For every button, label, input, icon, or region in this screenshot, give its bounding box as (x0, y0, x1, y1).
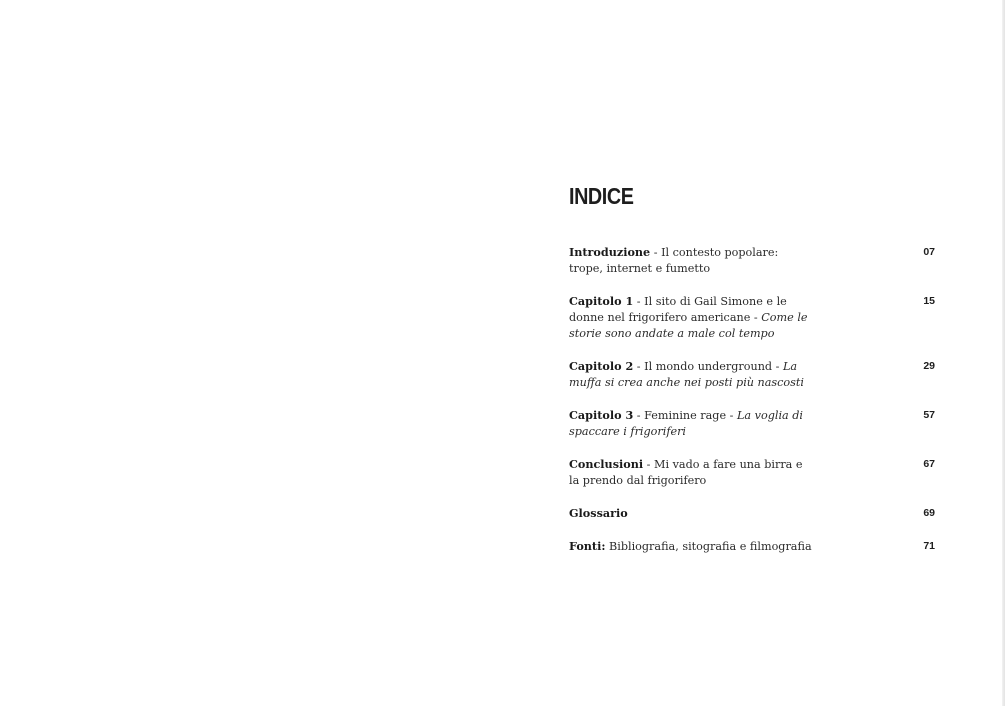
toc-entry-separator: - (633, 360, 645, 373)
toc-entry-separator: - (650, 246, 662, 259)
toc-entry-subtitle: Come le storie sono andate a male col tempo (569, 311, 808, 340)
toc-entry-text (569, 244, 815, 277)
toc-entry-text (569, 456, 815, 489)
toc-entry-separator: - (633, 295, 645, 308)
toc-entry-text (569, 293, 815, 342)
toc-entry-page-number: 29 (923, 360, 935, 372)
toc-entry (569, 293, 935, 342)
toc-entry-label: Fonti: (569, 539, 606, 553)
toc-entry-subtitle: La muffa si crea anche nei posti più nascosti (569, 360, 804, 389)
toc-entry-separator: - (643, 458, 654, 471)
toc-entry-page-number: 15 (923, 295, 935, 307)
toc-entry-text (569, 407, 815, 440)
toc-entry-label: Capitolo 3 (569, 408, 634, 422)
toc-entry-separator: - (633, 409, 645, 422)
toc-entry (569, 358, 935, 391)
toc-entry-label: Capitolo 1 (569, 294, 634, 308)
toc-entry-description: Il sito di Gail Simone e le donne nel frigorifero americane (569, 295, 787, 324)
toc-entry-description: Il contesto popolare: trope, internet e fumetto (569, 246, 779, 275)
toc-entry-page-number: 71 (923, 540, 935, 552)
toc-entry-label: Capitolo 2 (569, 359, 634, 373)
toc-entry-description: Il mondo underground (644, 360, 773, 373)
toc-entry (569, 456, 935, 489)
toc-entry-label: Conclusioni (569, 457, 644, 471)
toc-entry-page-number: 07 (923, 246, 935, 258)
toc-entry-description: Mi vado a fare una birra e la prendo dal frigorifero (569, 458, 803, 487)
page-title: INDICE (569, 183, 634, 209)
toc-entry-separator-2: - (750, 311, 762, 324)
toc-entry-description: Bibliografia, sitografia e filmografia (609, 540, 812, 553)
toc-entry-separator-2: - (772, 360, 783, 373)
toc-entry-description: Feminine rage (644, 409, 727, 422)
toc-entry-text (569, 358, 815, 391)
toc-entry (569, 407, 935, 440)
toc-entry-label: Glossario (569, 506, 628, 520)
toc-entry (569, 244, 935, 277)
toc-entry-label: Introduzione (569, 245, 651, 259)
toc-entry-text (569, 505, 815, 522)
toc-entry-page-number: 67 (923, 458, 935, 470)
toc-entry-subtitle: La voglia di spaccare i frigoriferi (569, 409, 803, 438)
toc-entry-text (569, 538, 815, 555)
table-of-contents (569, 180, 935, 571)
toc-entries (569, 244, 935, 555)
toc-entry (569, 505, 935, 522)
toc-entry-page-number: 57 (923, 409, 935, 421)
toc-entry (569, 538, 935, 555)
toc-entry-separator-2: - (726, 409, 737, 422)
toc-entry-page-number: 69 (923, 507, 935, 519)
